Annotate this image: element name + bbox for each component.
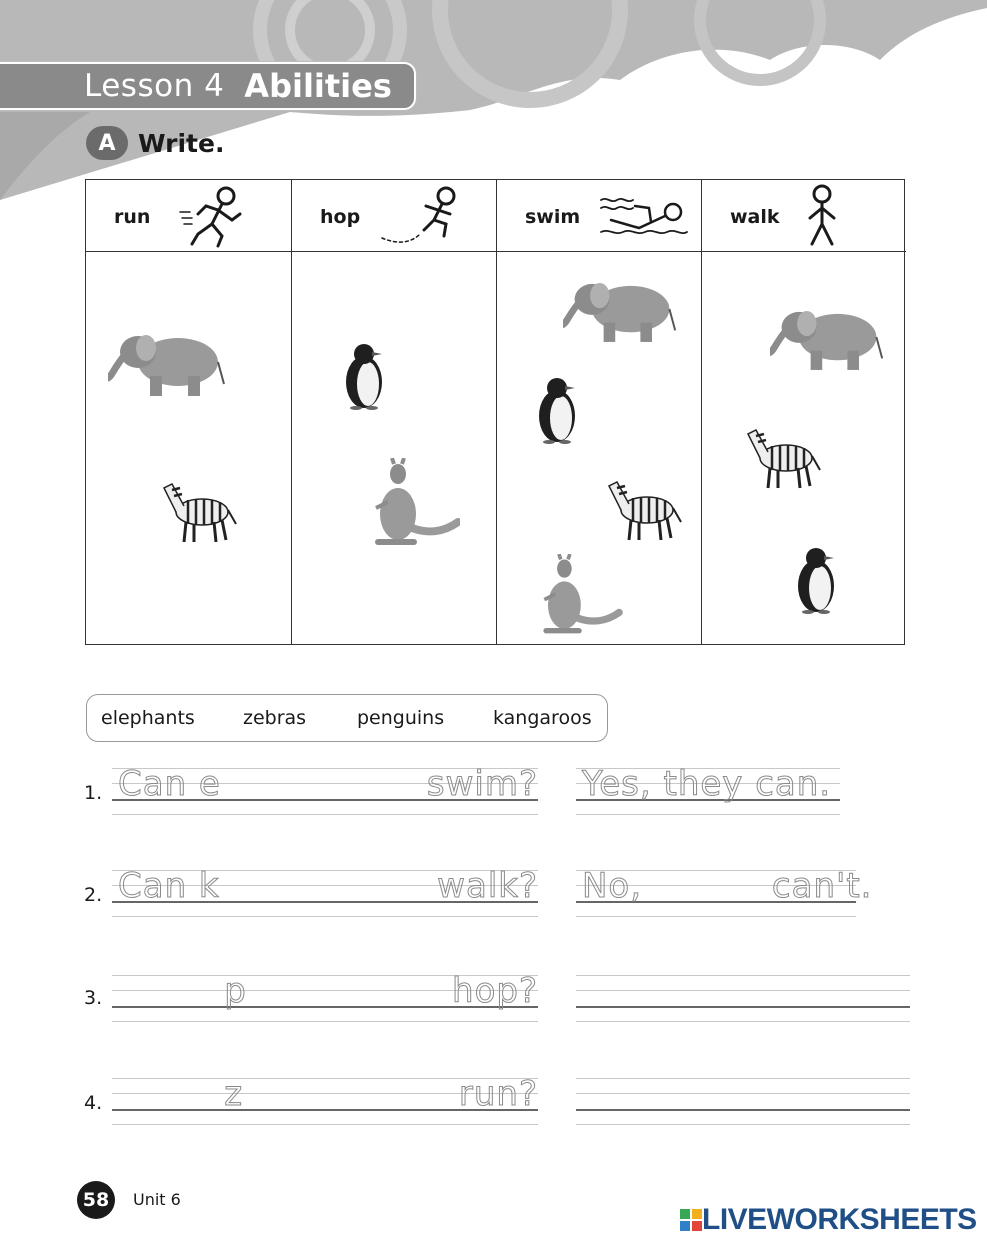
column-header xyxy=(497,180,701,252)
swimming-stick-figure-icon xyxy=(599,190,689,242)
column-header xyxy=(292,180,496,252)
hopping-stick-figure-icon xyxy=(380,184,466,248)
lesson-title: Abilities xyxy=(244,67,392,105)
question-number: 2. xyxy=(84,884,103,906)
question-trace-start: z xyxy=(118,1074,244,1114)
answer-trace: Yes, they can. xyxy=(582,764,832,804)
zebra-image xyxy=(742,422,824,492)
ability-table xyxy=(85,179,905,645)
column-swim xyxy=(496,180,701,644)
section-instruction: Write. xyxy=(138,128,225,158)
column-header xyxy=(702,180,906,252)
word-bank-item: zebras xyxy=(243,707,307,729)
kangaroo-image xyxy=(533,554,625,638)
brand-logo[interactable] xyxy=(680,1203,977,1237)
penguin-image xyxy=(794,546,838,616)
verb-label: walk xyxy=(730,206,780,228)
word-bank-item: penguins xyxy=(357,707,445,729)
question-row xyxy=(0,971,987,1035)
question-row xyxy=(0,1074,987,1138)
running-stick-figure-icon xyxy=(178,184,248,248)
zebra-image xyxy=(158,476,240,546)
question-number: 3. xyxy=(84,987,103,1009)
question-number: 4. xyxy=(84,1092,103,1114)
question-trace-end: run? xyxy=(458,1074,538,1114)
lesson-banner xyxy=(0,62,416,110)
verb-label: run xyxy=(114,206,151,228)
page-number: 58 xyxy=(77,1181,115,1219)
answer-writing-line[interactable] xyxy=(576,866,873,918)
column-header xyxy=(86,180,291,252)
question-trace-end: swim? xyxy=(426,764,538,804)
column-run xyxy=(86,180,291,644)
question-trace-start: Can k xyxy=(118,866,220,906)
word-bank-item: elephants xyxy=(101,707,195,729)
question-writing-line[interactable] xyxy=(112,866,538,918)
question-trace-start: Can e xyxy=(118,764,221,804)
unit-label: Unit 6 xyxy=(133,1190,181,1209)
lesson-number: Lesson 4 xyxy=(84,68,225,104)
column-hop xyxy=(291,180,496,644)
liveworksheets-logo-icon xyxy=(680,1209,702,1231)
question-trace-end: walk? xyxy=(437,866,538,906)
section-badge: A xyxy=(86,126,128,160)
penguin-image xyxy=(342,342,386,412)
answer-writing-line[interactable] xyxy=(576,1078,910,1126)
question-row xyxy=(0,764,987,828)
zebra-image xyxy=(603,474,685,544)
penguin-image xyxy=(535,376,579,446)
elephant-image xyxy=(770,304,888,374)
question-writing-line[interactable] xyxy=(112,764,538,816)
question-number: 1. xyxy=(84,782,103,804)
question-trace-start: p xyxy=(118,971,247,1011)
walking-stick-figure-icon xyxy=(802,184,842,248)
answer-writing-line[interactable] xyxy=(576,975,910,1023)
section-heading xyxy=(86,126,224,160)
brand-name: LIVEWORKSHEETS xyxy=(702,1203,977,1236)
word-bank xyxy=(86,694,608,742)
word-bank-item: kangaroos xyxy=(493,707,592,729)
verb-label: hop xyxy=(320,206,361,228)
question-writing-line[interactable] xyxy=(112,971,538,1023)
column-walk xyxy=(701,180,906,644)
verb-label: swim xyxy=(525,206,581,228)
answer-writing-line[interactable] xyxy=(576,764,840,816)
elephant-image xyxy=(563,276,681,346)
answer-trace: No, can't. xyxy=(582,866,873,906)
question-writing-line[interactable] xyxy=(112,1074,538,1126)
question-trace-end: hop? xyxy=(452,971,538,1011)
elephant-image xyxy=(108,328,230,400)
question-row xyxy=(0,866,987,930)
kangaroo-image xyxy=(368,458,460,550)
